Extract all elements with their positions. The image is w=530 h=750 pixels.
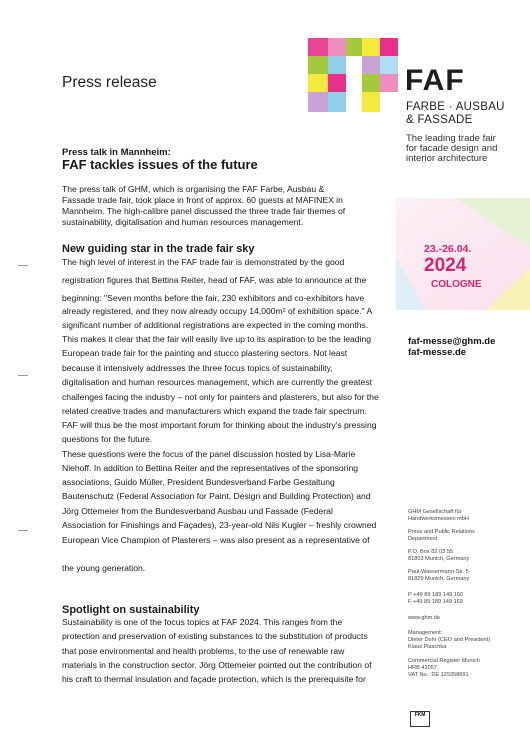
logo-subtitle-line-2: & FASSADE xyxy=(406,114,473,126)
logo-wordmark: FAF xyxy=(405,64,465,97)
street-address: 81829 Munich, Germany xyxy=(408,576,470,582)
company-name: Handwerksmessen mbH xyxy=(408,516,469,522)
faf-logo-icon xyxy=(306,36,401,114)
body-line: These questions were the focus of the panel discussion hosted by Lisa-Marie xyxy=(62,449,356,459)
body-line: materials in the construction sector. Jörg Ottemeier pointed out the contribution of xyxy=(62,660,372,670)
body-line: that pose environmental and health problems, to the use of renewable raw xyxy=(62,646,345,656)
body-line: European Vice Champion of Plasterers – was also present as a representative of xyxy=(62,535,370,545)
company-name: GHM Gesellschaft für xyxy=(408,509,462,515)
body-line: associations, Guido Müller, President Bundesverband Farbe Gestaltung xyxy=(62,477,335,487)
management: Klaus Plaschka xyxy=(408,644,447,650)
logo-subtitle-line-1: FARBE · AUSBAU xyxy=(406,101,505,113)
body-line: Sustainability is one of the focus topics at FAF 2024. This ranges from the xyxy=(62,617,343,627)
body-line: beginning: "Seven months before the fair, 230 exhibitors and co-exhibitors have xyxy=(62,293,365,303)
department: Press and Public Relations xyxy=(408,529,475,535)
article-headline: FAF tackles issues of the future xyxy=(62,157,258,172)
margin-fold-mark xyxy=(18,265,28,266)
event-city: COLOGNE xyxy=(431,279,482,290)
body-line: already registered, and they now already occupy 14,000m² of exhibition space." A xyxy=(62,306,373,316)
po-box: P.O. Box 82 03 55 xyxy=(408,549,453,555)
fax-number: F +49 89 189 149 169 xyxy=(408,599,463,605)
margin-fold-mark xyxy=(18,530,28,531)
phone-number: P +49 89 189 149 160 xyxy=(408,592,464,598)
logo-tagline-line: interior architecture xyxy=(406,153,488,164)
document-type-title: Press release xyxy=(62,74,157,91)
margin-punch-mark xyxy=(18,375,28,376)
body-line: registration figures that Bettina Reiter, head of FAF, was able to announce at the xyxy=(62,275,367,285)
company-website-link[interactable]: www.ghm.de xyxy=(408,615,441,621)
body-line: his craft to thermal insulation and façade protection, which is the prerequisite for xyxy=(62,674,366,684)
body-line: Association for Finishings and Façades), 23-year-old Nils Kugler – freshly crowned xyxy=(62,520,377,530)
body-line: Bautenschutz (Federal Association for Paint, Design and Building Protection) and xyxy=(62,491,371,501)
event-date-range: 23.-26.04. xyxy=(424,243,472,255)
contact-email-link[interactable]: faf-messe@ghm.de xyxy=(408,336,496,347)
intro-line: Mannheim. The high-calibre panel discussed the three trade fair themes of xyxy=(62,206,346,216)
body-line: the young generation. xyxy=(62,563,146,573)
vat-number: VAT No.: DE 129358691 xyxy=(408,672,469,678)
body-line: The high level of interest in the FAF trade fair is demonstrated by the good xyxy=(62,257,345,267)
body-line: questions for the future. xyxy=(62,434,153,444)
body-line: challenges facing the industry – not only for painters and plasterers, but also for the xyxy=(62,392,379,402)
street-address: Paul-Wassermann-Str. 5 xyxy=(408,569,469,575)
logo-tagline-line: The leading trade fair xyxy=(406,133,496,144)
event-year: 2024 xyxy=(424,255,467,276)
logo-tagline-line: for facade design and xyxy=(406,143,498,154)
fkm-badge-icon: FKM xyxy=(410,711,430,727)
management: Management: xyxy=(408,630,443,636)
body-line: because it intensively addresses the three focus topics of sustainability, xyxy=(62,363,333,373)
management: Dieter Dohr (CEO and President) xyxy=(408,637,491,643)
body-line: significant number of additional registrations are expected in the coming months. xyxy=(62,320,369,330)
body-line: digitalisation and human resources management, which are currently the greatest xyxy=(62,377,373,387)
commercial-register: Commercial Register Munich xyxy=(408,658,480,664)
website-link[interactable]: faf-messe.de xyxy=(408,347,467,358)
section-heading: New guiding star in the trade fair sky xyxy=(62,243,255,255)
section-heading: Spotlight on sustainability xyxy=(62,604,200,616)
intro-line: The press talk of GHM, which is organising the FAF Farbe, Ausbau & xyxy=(62,184,325,194)
body-line: Jörg Ottemeier from the Bundesverband Ausbau und Fassade (Federal xyxy=(62,506,333,516)
department: Department xyxy=(408,536,438,542)
intro-line: sustainability, digitalisation and human resources management. xyxy=(62,217,304,227)
intro-line: Fassade trade fair, took place in front of approx. 60 guests at MAFINEX in xyxy=(62,195,343,205)
body-line: related creative trades and manufacturers which expand the trade fair spectrum. xyxy=(62,406,367,416)
body-line: protection and preservation of existing substances to the substitution of products xyxy=(62,631,368,641)
po-box: 81803 Munich, Germany xyxy=(408,556,470,562)
commercial-register: HRB 42057 xyxy=(408,665,437,671)
body-line: European trade fair for the painting and stucco plastering sectors. Not least xyxy=(62,348,348,358)
body-line: FAF will thus be the most important forum for thinking about the industry's pressing xyxy=(62,420,377,430)
article-kicker: Press talk in Mannheim: xyxy=(62,147,171,158)
body-line: Niehoff. In addition to Bettina Reiter and the representatives of the sponsoring xyxy=(62,463,359,473)
body-line: This makes it clear that the fair will easily live up to its aspiration to be the leading xyxy=(62,334,372,344)
